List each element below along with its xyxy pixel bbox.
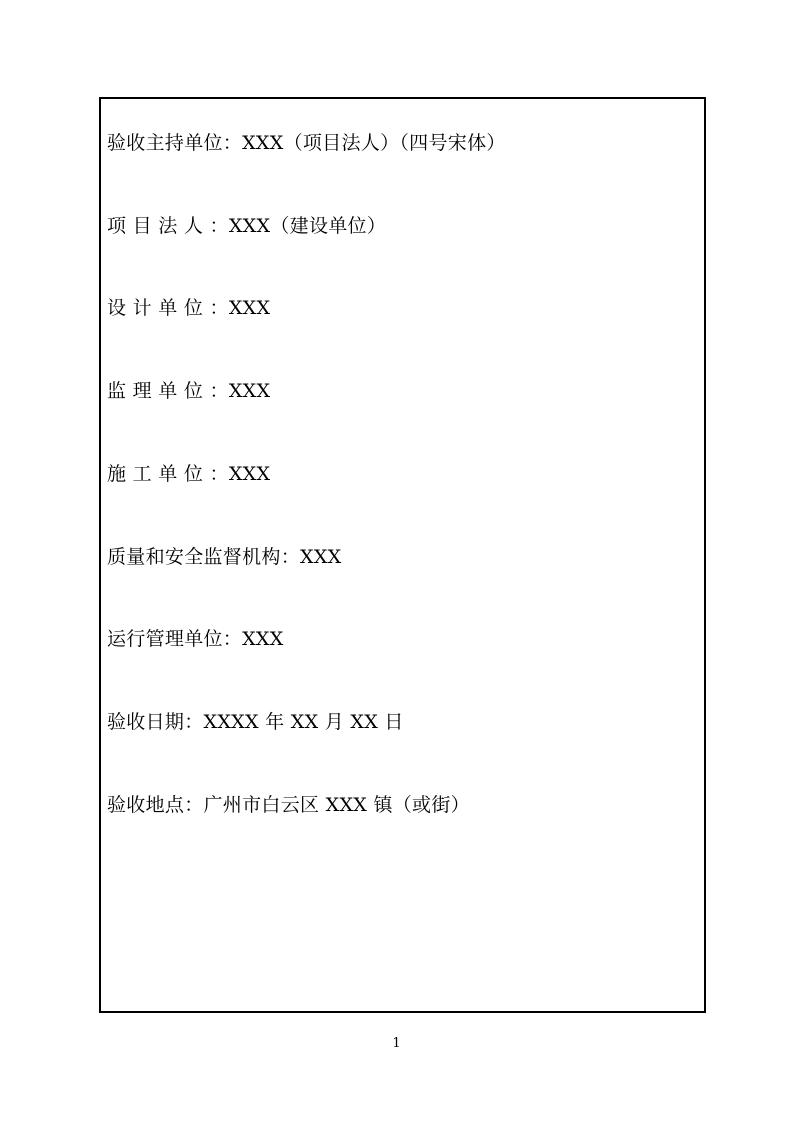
line-acceptance-date: 验收日期：XXXX 年 XX 月 XX 日 [107,710,404,733]
line-operation-management-unit: 运行管理单位：XXX [107,628,284,651]
line-construction-unit: 施 工 单 位 ：XXX [107,462,271,485]
page-number: 1 [392,1036,401,1051]
line-quality-safety-supervision-agency: 质量和安全监督机构：XXX [107,545,342,568]
content-border-box [99,97,706,1013]
line-project-legal-person: 项 目 法 人 ：XXX（建设单位） [107,214,387,237]
line-design-unit: 设 计 单 位 ：XXX [107,297,271,320]
line-acceptance-presiding-unit: 验收主持单位：XXX（项目法人）（四号宋体） [107,132,506,154]
line-supervision-unit: 监 理 单 位 ：XXX [107,380,271,403]
line-acceptance-location: 验收地点：广州市白云区 XXX 镇（或街） [107,793,470,816]
